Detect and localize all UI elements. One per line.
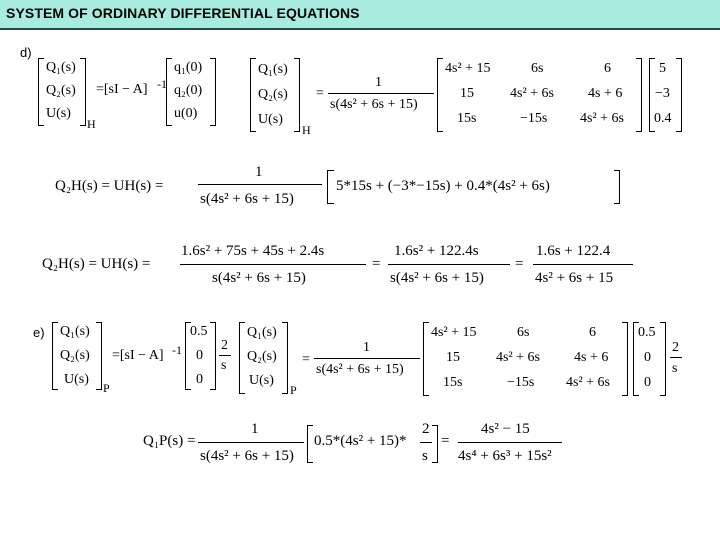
d-eq2-equals2: = [515, 256, 524, 272]
d-ic-u: u(0) [174, 106, 198, 121]
part-e-label: e) [33, 325, 45, 340]
d-operator-sup: -1 [157, 77, 167, 91]
d-eq1-lhs: Q₂H(s) = UH(s) = [55, 178, 164, 194]
d-frac-den: s(4s² + 6s + 15) [330, 97, 418, 112]
d-m-12: 4s + 6 [588, 86, 623, 101]
e-vec-right-brace [660, 322, 666, 396]
d-m-20: 15s [457, 111, 477, 126]
e-lhs-left-brace [52, 322, 58, 390]
e-res-u: U(s) [249, 373, 274, 388]
d-lhs-right-brace [80, 58, 86, 126]
d-operator: =[sI − A] [96, 82, 148, 97]
d-eq1-frac-line [198, 184, 322, 185]
d-res-right-brace [294, 58, 300, 132]
d-lhs-q2: Q₂(s) [46, 83, 76, 98]
d-matrix-left-bracket [437, 58, 443, 132]
e-m-12: 4s + 6 [574, 350, 609, 365]
d-vec-right-brace [676, 58, 682, 132]
e-res-q1: Q₁(s) [247, 325, 277, 340]
title-bar [0, 0, 720, 30]
d-m-02: 6 [604, 61, 611, 76]
e-res-left-brace [239, 322, 245, 394]
e-res-right-brace [282, 322, 288, 394]
d-ic-right-brace [210, 58, 216, 126]
d-eq2-frac3-line [533, 264, 633, 265]
d-eq2-lhs: Q₂H(s) = UH(s) = [42, 256, 151, 272]
e-m-10: 15 [446, 350, 460, 365]
e-b-2: 0 [196, 372, 203, 387]
e-eq-bracket-expr: 0.5*(4s² + 15)* [314, 433, 407, 449]
e-eq-frac2-line [420, 442, 432, 443]
e-eq-left-bracket [307, 425, 313, 463]
e-frac2-line [219, 355, 231, 356]
e-equals: = [302, 352, 310, 367]
e-operator: =[sI − A] [112, 348, 164, 363]
d-m-21: −15s [520, 111, 548, 126]
d-eq2-equals1: = [372, 256, 381, 272]
e-m-11: 4s² + 6s [496, 350, 540, 365]
e-b-0: 0.5 [190, 324, 208, 339]
d-eq1-den: s(4s² + 6s + 15) [200, 191, 294, 207]
e-frac-num: 1 [363, 340, 370, 355]
d-ic-q2: q₂(0) [174, 83, 203, 98]
d-eq2-num3: 1.6s + 122.4 [536, 243, 611, 259]
e-m-02: 6 [589, 325, 596, 340]
d-matrix-right-bracket [636, 58, 642, 132]
e-eq-frac2-num: 2 [422, 421, 430, 437]
d-m-00: 4s² + 15 [445, 61, 491, 76]
d-v-2: 0.4 [654, 111, 672, 126]
d-eq2-num1: 1.6s² + 75s + 45s + 2.4s [181, 243, 325, 259]
e-eq-den: s(4s² + 6s + 15) [200, 448, 294, 464]
e-eq-frac2-den: s [422, 448, 428, 464]
d-frac-line [328, 93, 434, 94]
e-v-2: 0 [644, 375, 651, 390]
e-vfrac-line [670, 357, 682, 358]
d-equals: = [316, 86, 324, 101]
page-title: SYSTEM OF ORDINARY DIFFERENTIAL EQUATIONS [6, 5, 360, 21]
d-eq2-den3: 4s² + 6s + 15 [535, 270, 614, 286]
d-eq1-right-bracket [614, 170, 620, 204]
d-res-q1: Q₁(s) [258, 62, 288, 77]
e-m-22: 4s² + 6s [566, 375, 610, 390]
e-frac2-den: s [221, 358, 227, 373]
e-frac-line [314, 358, 420, 359]
d-m-11: 4s² + 6s [510, 86, 554, 101]
e-lhs-q1: Q₁(s) [60, 324, 90, 339]
d-v-0: 5 [659, 61, 666, 76]
e-eq-frac-line [198, 442, 304, 443]
e-m-20: 15s [443, 375, 463, 390]
e-v-1: 0 [644, 350, 651, 365]
d-eq2-den2: s(4s² + 6s + 15) [390, 270, 484, 286]
d-res-u: U(s) [258, 112, 283, 127]
e-frac-den: s(4s² + 6s + 15) [316, 362, 404, 377]
e-frac2-num: 2 [221, 338, 228, 353]
d-lhs-left-brace [38, 58, 44, 126]
d-res-q2: Q₂(s) [258, 87, 288, 102]
e-eq-equals: = [441, 433, 450, 449]
d-eq1-bracket-expr: 5*15s + (−3*−15s) + 0.4*(4s² + 6s) [336, 178, 550, 194]
d-eq1-left-bracket [327, 170, 334, 204]
e-res-q2: Q₂(s) [247, 349, 277, 364]
d-m-01: 6s [531, 61, 544, 76]
d-eq1-num: 1 [255, 164, 263, 180]
e-lhs-right-brace [96, 322, 102, 390]
e-eq-num: 1 [251, 421, 259, 437]
e-vfrac-den: s [672, 361, 678, 376]
d-v-1: −3 [655, 86, 670, 101]
d-res-subscript: H [302, 123, 311, 137]
e-eq-right-bracket [432, 425, 438, 463]
d-ic-q1: q₁(0) [174, 60, 203, 75]
d-lhs-u: U(s) [46, 106, 71, 121]
d-res-left-brace [250, 58, 256, 132]
e-res-subscript: P [290, 383, 297, 397]
e-eq-res-line [458, 442, 562, 443]
part-d-label: d) [20, 45, 32, 60]
d-m-10: 15 [460, 86, 474, 101]
e-eq-res-num: 4s² − 15 [481, 421, 530, 437]
e-m-21: −15s [507, 375, 535, 390]
e-v-0: 0.5 [638, 325, 656, 340]
d-ic-left-brace [166, 58, 172, 126]
d-eq2-num2: 1.6s² + 122.4s [394, 243, 479, 259]
d-frac-num: 1 [375, 75, 382, 90]
e-operator-sup: -1 [172, 343, 182, 357]
d-lhs-subscript: H [87, 117, 96, 131]
d-eq2-frac1-line [180, 264, 366, 265]
e-m-01: 6s [517, 325, 530, 340]
e-matrix-right-bracket [622, 322, 628, 396]
e-vfrac-num: 2 [672, 340, 679, 355]
e-eq-lhs: Q₁P(s) = [143, 433, 196, 449]
d-lhs-q1: Q₁(s) [46, 60, 76, 75]
d-m-22: 4s² + 6s [580, 111, 624, 126]
d-eq2-den1: s(4s² + 6s + 15) [212, 270, 306, 286]
e-matrix-left-bracket [423, 322, 429, 396]
e-b-1: 0 [196, 348, 203, 363]
e-lhs-q2: Q₂(s) [60, 348, 90, 363]
d-eq2-frac2-line [388, 264, 510, 265]
e-lhs-subscript: P [103, 381, 110, 395]
e-lhs-u: U(s) [64, 372, 89, 387]
e-b-right-bracket [210, 322, 216, 390]
e-m-00: 4s² + 15 [431, 325, 477, 340]
e-eq-res-den: 4s⁴ + 6s³ + 15s² [458, 448, 552, 464]
